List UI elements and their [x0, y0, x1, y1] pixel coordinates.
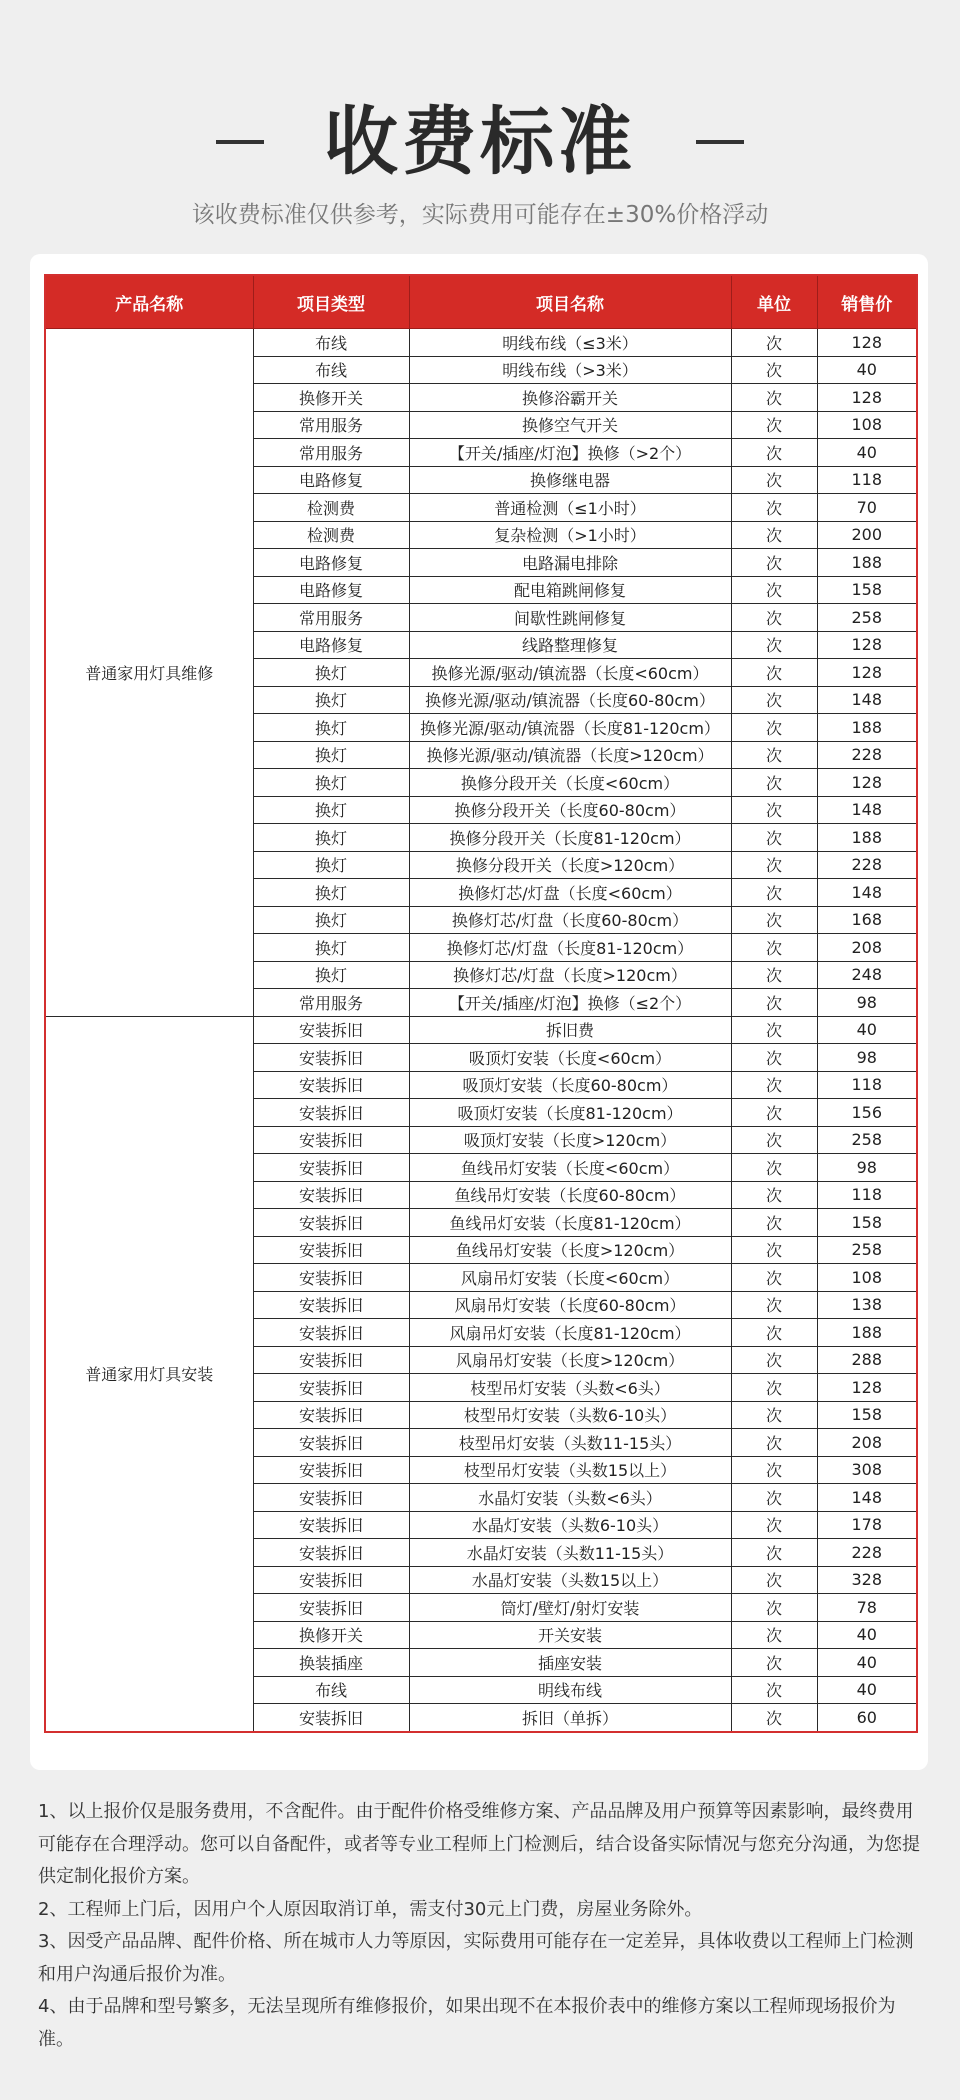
price-cell: 148 — [817, 686, 917, 714]
col-header-type: 项目类型 — [253, 275, 409, 329]
unit-cell: 次 — [731, 659, 817, 687]
unit-cell: 次 — [731, 356, 817, 384]
item-name-cell: 复杂检测（>1小时） — [409, 521, 731, 549]
item-type-cell: 安装拆旧 — [253, 1209, 409, 1237]
price-cell: 158 — [817, 576, 917, 604]
unit-cell: 次 — [731, 631, 817, 659]
unit-cell: 次 — [731, 1594, 817, 1622]
item-type-cell: 电路修复 — [253, 466, 409, 494]
item-name-cell: 明线布线 — [409, 1676, 731, 1704]
unit-cell: 次 — [731, 1209, 817, 1237]
item-type-cell: 安装拆旧 — [253, 1484, 409, 1512]
item-type-cell: 安装拆旧 — [253, 1291, 409, 1319]
item-type-cell: 常用服务 — [253, 439, 409, 467]
item-type-cell: 安装拆旧 — [253, 1264, 409, 1292]
item-name-cell: 【开关/插座/灯泡】换修（≤2个） — [409, 989, 731, 1017]
item-type-cell: 换灯 — [253, 824, 409, 852]
page-title: 收费标准 — [324, 99, 636, 185]
unit-cell: 次 — [731, 1704, 817, 1732]
unit-cell: 次 — [731, 796, 817, 824]
item-type-cell: 安装拆旧 — [253, 1236, 409, 1264]
item-name-cell: 鱼线吊灯安装（长度60-80cm） — [409, 1181, 731, 1209]
unit-cell: 次 — [731, 989, 817, 1017]
price-cell: 178 — [817, 1511, 917, 1539]
title-right-dash — [696, 140, 744, 144]
unit-cell: 次 — [731, 329, 817, 357]
unit-cell: 次 — [731, 851, 817, 879]
item-type-cell: 换灯 — [253, 741, 409, 769]
price-card — [30, 254, 928, 1770]
price-cell: 248 — [817, 961, 917, 989]
note-3: 3、因受产品品牌、配件价格、所在城市人力等原因，实际费用可能存在一定差异，具体收费以工程师上门检测和用户沟通后报价为准。 — [38, 1931, 914, 1985]
unit-cell: 次 — [731, 714, 817, 742]
price-cell: 258 — [817, 1236, 917, 1264]
price-cell: 98 — [817, 989, 917, 1017]
item-name-cell: 配电箱跳闸修复 — [409, 576, 731, 604]
price-cell: 98 — [817, 1044, 917, 1072]
price-cell: 78 — [817, 1594, 917, 1622]
price-cell: 258 — [817, 604, 917, 632]
item-type-cell: 常用服务 — [253, 411, 409, 439]
unit-cell: 次 — [731, 686, 817, 714]
unit-cell: 次 — [731, 961, 817, 989]
price-table — [44, 274, 918, 1733]
price-cell: 258 — [817, 1126, 917, 1154]
page-subtitle: 该收费标准仅供参考，实际费用可能存在±30%价格浮动 — [191, 202, 769, 228]
unit-cell: 次 — [731, 1319, 817, 1347]
item-type-cell: 布线 — [253, 356, 409, 384]
item-name-cell: 开关安装 — [409, 1621, 731, 1649]
item-name-cell: 明线布线（≤3米） — [409, 329, 731, 357]
unit-cell: 次 — [731, 879, 817, 907]
item-name-cell: 鱼线吊灯安装（长度<60cm） — [409, 1154, 731, 1182]
price-cell: 128 — [817, 1374, 917, 1402]
price-cell: 208 — [817, 934, 917, 962]
item-type-cell: 安装拆旧 — [253, 1429, 409, 1457]
price-cell: 128 — [817, 384, 917, 412]
item-name-cell: 换修灯芯/灯盘（长度>120cm） — [409, 961, 731, 989]
item-type-cell: 安装拆旧 — [253, 1346, 409, 1374]
price-cell: 188 — [817, 824, 917, 852]
unit-cell: 次 — [731, 1484, 817, 1512]
item-type-cell: 安装拆旧 — [253, 1511, 409, 1539]
item-name-cell: 鱼线吊灯安装（长度81-120cm） — [409, 1209, 731, 1237]
price-cell: 40 — [817, 1621, 917, 1649]
item-type-cell: 换灯 — [253, 769, 409, 797]
unit-cell: 次 — [731, 549, 817, 577]
price-cell: 228 — [817, 741, 917, 769]
title-row — [0, 92, 960, 192]
item-type-cell: 安装拆旧 — [253, 1071, 409, 1099]
price-cell: 40 — [817, 1016, 917, 1044]
unit-cell: 次 — [731, 1676, 817, 1704]
price-cell: 138 — [817, 1291, 917, 1319]
unit-cell: 次 — [731, 1264, 817, 1292]
item-type-cell: 换修开关 — [253, 384, 409, 412]
product-group-name: 普通家用灯具维修 — [45, 329, 253, 1017]
unit-cell: 次 — [731, 1181, 817, 1209]
unit-cell: 次 — [731, 1099, 817, 1127]
item-type-cell: 电路修复 — [253, 576, 409, 604]
price-cell: 70 — [817, 494, 917, 522]
price-cell: 128 — [817, 769, 917, 797]
item-name-cell: 换修空气开关 — [409, 411, 731, 439]
table-row — [45, 329, 917, 357]
price-cell: 188 — [817, 549, 917, 577]
unit-cell: 次 — [731, 1236, 817, 1264]
price-cell: 158 — [817, 1401, 917, 1429]
unit-cell: 次 — [731, 769, 817, 797]
item-type-cell: 换灯 — [253, 879, 409, 907]
unit-cell: 次 — [731, 439, 817, 467]
item-name-cell: 换修浴霸开关 — [409, 384, 731, 412]
item-type-cell: 安装拆旧 — [253, 1566, 409, 1594]
price-table-body — [45, 329, 917, 1732]
note-4: 4、由于品牌和型号繁多，无法呈现所有维修报价，如果出现不在本报价表中的维修方案以工程师现场报价为准。 — [38, 1996, 896, 2050]
item-type-cell: 换灯 — [253, 906, 409, 934]
unit-cell: 次 — [731, 1566, 817, 1594]
item-type-cell: 安装拆旧 — [253, 1099, 409, 1127]
item-name-cell: 插座安装 — [409, 1649, 731, 1677]
item-type-cell: 换修开关 — [253, 1621, 409, 1649]
item-type-cell: 常用服务 — [253, 989, 409, 1017]
price-cell: 308 — [817, 1456, 917, 1484]
col-header-product: 产品名称 — [45, 275, 253, 329]
item-name-cell: 电路漏电排除 — [409, 549, 731, 577]
item-type-cell: 布线 — [253, 1676, 409, 1704]
table-row — [45, 1016, 917, 1044]
price-cell: 158 — [817, 1209, 917, 1237]
item-type-cell: 安装拆旧 — [253, 1319, 409, 1347]
item-type-cell: 换灯 — [253, 796, 409, 824]
unit-cell: 次 — [731, 906, 817, 934]
item-name-cell: 枝型吊灯安装（头数6-10头） — [409, 1401, 731, 1429]
unit-cell: 次 — [731, 384, 817, 412]
item-name-cell: 换修分段开关（长度<60cm） — [409, 769, 731, 797]
item-type-cell: 安装拆旧 — [253, 1539, 409, 1567]
unit-cell: 次 — [731, 1126, 817, 1154]
price-cell: 148 — [817, 1484, 917, 1512]
item-type-cell: 安装拆旧 — [253, 1181, 409, 1209]
item-type-cell: 安装拆旧 — [253, 1594, 409, 1622]
price-cell: 118 — [817, 1181, 917, 1209]
item-type-cell: 安装拆旧 — [253, 1374, 409, 1402]
item-type-cell: 换灯 — [253, 851, 409, 879]
price-cell: 168 — [817, 906, 917, 934]
price-cell: 40 — [817, 356, 917, 384]
unit-cell: 次 — [731, 1649, 817, 1677]
col-header-item: 项目名称 — [409, 275, 731, 329]
item-type-cell: 检测费 — [253, 521, 409, 549]
item-name-cell: 换修光源/驱动/镇流器（长度>120cm） — [409, 741, 731, 769]
note-2: 2、工程师上门后，因用户个人原因取消订单，需支付30元上门费，房屋业务除外。 — [38, 1898, 703, 1920]
item-name-cell: 吸顶灯安装（长度60-80cm） — [409, 1071, 731, 1099]
unit-cell: 次 — [731, 1429, 817, 1457]
item-type-cell: 安装拆旧 — [253, 1401, 409, 1429]
price-cell: 40 — [817, 1676, 917, 1704]
item-type-cell: 常用服务 — [253, 604, 409, 632]
item-name-cell: 普通检测（≤1小时） — [409, 494, 731, 522]
item-type-cell: 换灯 — [253, 686, 409, 714]
unit-cell: 次 — [731, 1346, 817, 1374]
item-type-cell: 换灯 — [253, 714, 409, 742]
item-name-cell: 明线布线（>3米） — [409, 356, 731, 384]
unit-cell: 次 — [731, 1044, 817, 1072]
unit-cell: 次 — [731, 1154, 817, 1182]
item-name-cell: 拆旧费 — [409, 1016, 731, 1044]
unit-cell: 次 — [731, 1071, 817, 1099]
item-type-cell: 换灯 — [253, 961, 409, 989]
price-cell: 188 — [817, 714, 917, 742]
price-cell: 98 — [817, 1154, 917, 1182]
unit-cell: 次 — [731, 411, 817, 439]
header — [0, 0, 960, 240]
item-name-cell: 枝型吊灯安装（头数11-15头） — [409, 1429, 731, 1457]
price-cell: 148 — [817, 879, 917, 907]
item-name-cell: 【开关/插座/灯泡】换修（>2个） — [409, 439, 731, 467]
item-name-cell: 风扇吊灯安装（长度<60cm） — [409, 1264, 731, 1292]
item-type-cell: 电路修复 — [253, 631, 409, 659]
price-cell: 128 — [817, 329, 917, 357]
item-type-cell: 布线 — [253, 329, 409, 357]
item-name-cell: 水晶灯安装（头数<6头） — [409, 1484, 731, 1512]
unit-cell: 次 — [731, 824, 817, 852]
item-type-cell: 安装拆旧 — [253, 1456, 409, 1484]
item-type-cell: 安装拆旧 — [253, 1016, 409, 1044]
item-name-cell: 换修分段开关（长度81-120cm） — [409, 824, 731, 852]
item-type-cell: 安装拆旧 — [253, 1126, 409, 1154]
item-name-cell: 吸顶灯安装（长度<60cm） — [409, 1044, 731, 1072]
product-group-name: 普通家用灯具安装 — [45, 1016, 253, 1732]
price-cell: 208 — [817, 1429, 917, 1457]
price-cell: 40 — [817, 439, 917, 467]
unit-cell: 次 — [731, 1374, 817, 1402]
item-name-cell: 间歇性跳闸修复 — [409, 604, 731, 632]
price-cell: 288 — [817, 1346, 917, 1374]
price-cell: 108 — [817, 1264, 917, 1292]
item-type-cell: 安装拆旧 — [253, 1154, 409, 1182]
unit-cell: 次 — [731, 494, 817, 522]
price-cell: 328 — [817, 1566, 917, 1594]
price-cell: 128 — [817, 631, 917, 659]
title-left-dash — [216, 140, 264, 144]
price-cell: 108 — [817, 411, 917, 439]
item-name-cell: 鱼线吊灯安装（长度>120cm） — [409, 1236, 731, 1264]
unit-cell: 次 — [731, 1511, 817, 1539]
price-cell: 188 — [817, 1319, 917, 1347]
item-name-cell: 线路整理修复 — [409, 631, 731, 659]
item-name-cell: 换修灯芯/灯盘（长度81-120cm） — [409, 934, 731, 962]
item-type-cell: 换灯 — [253, 659, 409, 687]
unit-cell: 次 — [731, 466, 817, 494]
unit-cell: 次 — [731, 1621, 817, 1649]
item-name-cell: 拆旧（单拆） — [409, 1704, 731, 1732]
item-name-cell: 换修分段开关（长度60-80cm） — [409, 796, 731, 824]
unit-cell: 次 — [731, 1539, 817, 1567]
item-name-cell: 水晶灯安装（头数11-15头） — [409, 1539, 731, 1567]
price-cell: 40 — [817, 1649, 917, 1677]
item-name-cell: 换修光源/驱动/镇流器（长度<60cm） — [409, 659, 731, 687]
item-name-cell: 风扇吊灯安装（长度>120cm） — [409, 1346, 731, 1374]
item-name-cell: 筒灯/壁灯/射灯安装 — [409, 1594, 731, 1622]
price-cell: 228 — [817, 851, 917, 879]
unit-cell: 次 — [731, 934, 817, 962]
item-type-cell: 电路修复 — [253, 549, 409, 577]
col-header-unit: 单位 — [731, 275, 817, 329]
item-name-cell: 枝型吊灯安装（头数15以上） — [409, 1456, 731, 1484]
unit-cell: 次 — [731, 576, 817, 604]
item-name-cell: 换修灯芯/灯盘（长度60-80cm） — [409, 906, 731, 934]
item-name-cell: 水晶灯安装（头数15以上） — [409, 1566, 731, 1594]
item-name-cell: 换修分段开关（长度>120cm） — [409, 851, 731, 879]
price-cell: 60 — [817, 1704, 917, 1732]
table-header-row — [45, 275, 917, 329]
price-cell: 156 — [817, 1099, 917, 1127]
item-type-cell: 安装拆旧 — [253, 1044, 409, 1072]
item-name-cell: 换修光源/驱动/镇流器（长度60-80cm） — [409, 686, 731, 714]
item-name-cell: 换修光源/驱动/镇流器（长度81-120cm） — [409, 714, 731, 742]
price-cell: 228 — [817, 1539, 917, 1567]
unit-cell: 次 — [731, 741, 817, 769]
unit-cell: 次 — [731, 604, 817, 632]
price-cell: 118 — [817, 466, 917, 494]
item-name-cell: 水晶灯安装（头数6-10头） — [409, 1511, 731, 1539]
item-type-cell: 检测费 — [253, 494, 409, 522]
item-type-cell: 安装拆旧 — [253, 1704, 409, 1732]
price-cell: 148 — [817, 796, 917, 824]
unit-cell: 次 — [731, 521, 817, 549]
col-header-price: 销售价 — [817, 275, 917, 329]
item-name-cell: 换修继电器 — [409, 466, 731, 494]
unit-cell: 次 — [731, 1291, 817, 1319]
item-name-cell: 吸顶灯安装（长度>120cm） — [409, 1126, 731, 1154]
item-name-cell: 吸顶灯安装（长度81-120cm） — [409, 1099, 731, 1127]
price-cell: 118 — [817, 1071, 917, 1099]
item-name-cell: 枝型吊灯安装（头数<6头） — [409, 1374, 731, 1402]
notes-section — [38, 1796, 926, 2056]
price-cell: 200 — [817, 521, 917, 549]
item-type-cell: 换灯 — [253, 934, 409, 962]
item-name-cell: 风扇吊灯安装（长度81-120cm） — [409, 1319, 731, 1347]
price-cell: 128 — [817, 659, 917, 687]
item-name-cell: 换修灯芯/灯盘（长度<60cm） — [409, 879, 731, 907]
unit-cell: 次 — [731, 1456, 817, 1484]
item-name-cell: 风扇吊灯安装（长度60-80cm） — [409, 1291, 731, 1319]
unit-cell: 次 — [731, 1401, 817, 1429]
note-1: 1、以上报价仅是服务费用，不含配件。由于配件价格受维修方案、产品品牌及用户预算等因素影响，最终费用可能存在合理浮动。您可以自备配件，或者等专业工程师上门检测后，结合设备实际情况与您充分沟通，为您提供定制化报价方案。 — [38, 1801, 920, 1887]
item-type-cell: 换装插座 — [253, 1649, 409, 1677]
unit-cell: 次 — [731, 1016, 817, 1044]
